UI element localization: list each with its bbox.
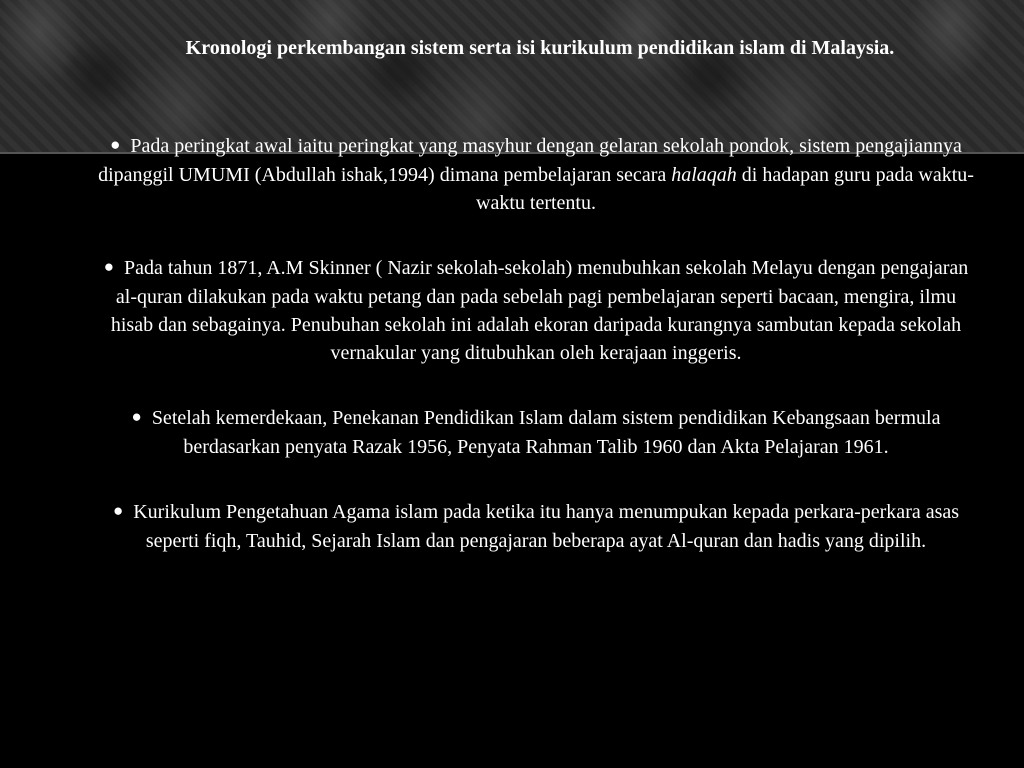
bullet-icon: ● <box>131 407 142 426</box>
bullet-text-end: di hadapan guru pada waktu-waktu tertentu. <box>476 164 974 214</box>
bullet-item-1 <box>96 132 976 217</box>
bullet-icon: ● <box>110 135 121 154</box>
bullet-text: Pada peringkat awal iaitu peringkat yang masyhur dengan gelaran sekolah pondok, sistem pengajiannya dipanggil UMUMI (Abdullah ishak,1994) dimana pembelajaran secara <box>98 135 962 186</box>
bullet-list <box>96 132 976 555</box>
bullet-icon: ● <box>112 501 124 520</box>
slide-title: Kronologi perkembangan sistem serta isi kurikulum pendidikan islam di Malaysia. <box>185 37 895 59</box>
bullet-italic-term: halaqah <box>671 164 737 186</box>
bullet-icon: ● <box>103 257 115 276</box>
bullet-text: Setelah kemerdekaan, Penekanan Pendidikan Islam dalam sistem pendidikan Kebangsaan bermula berdasarkan penyata Razak 1956, Penyata Rahman Talib 1960 dan Akta Pelajaran 1961. <box>151 407 941 458</box>
bullet-item-2 <box>96 254 976 367</box>
header-banner <box>0 0 1024 152</box>
bullet-text: Kurikulum Pengetahuan Agama islam pada ketika itu hanya menumpukan kepada perkara-perkara asas seperti fiqh, Tauhid, Sejarah Islam dan pengajaran beberapa ayat Al-quran dan hadis yang dipilih. <box>133 501 960 552</box>
bullet-item-3 <box>96 404 976 461</box>
bullet-text: Pada tahun 1871, A.M Skinner ( Nazir sekolah-sekolah) menubuhkan sekolah Melayu dengan pengajaran al-quran dilakukan pada waktu petang dan pada sebelah pagi pembelajaran seperti bacaan, mengira, ilmu hisab dan sebagainya. Penubuhan sekolah ini adalah ekoran daripada kurangnya sambutan kepada sekolah vernakular yang ditubuhkan oleh kerajaan inggeris. <box>110 257 969 364</box>
bullet-item-4 <box>96 498 976 555</box>
